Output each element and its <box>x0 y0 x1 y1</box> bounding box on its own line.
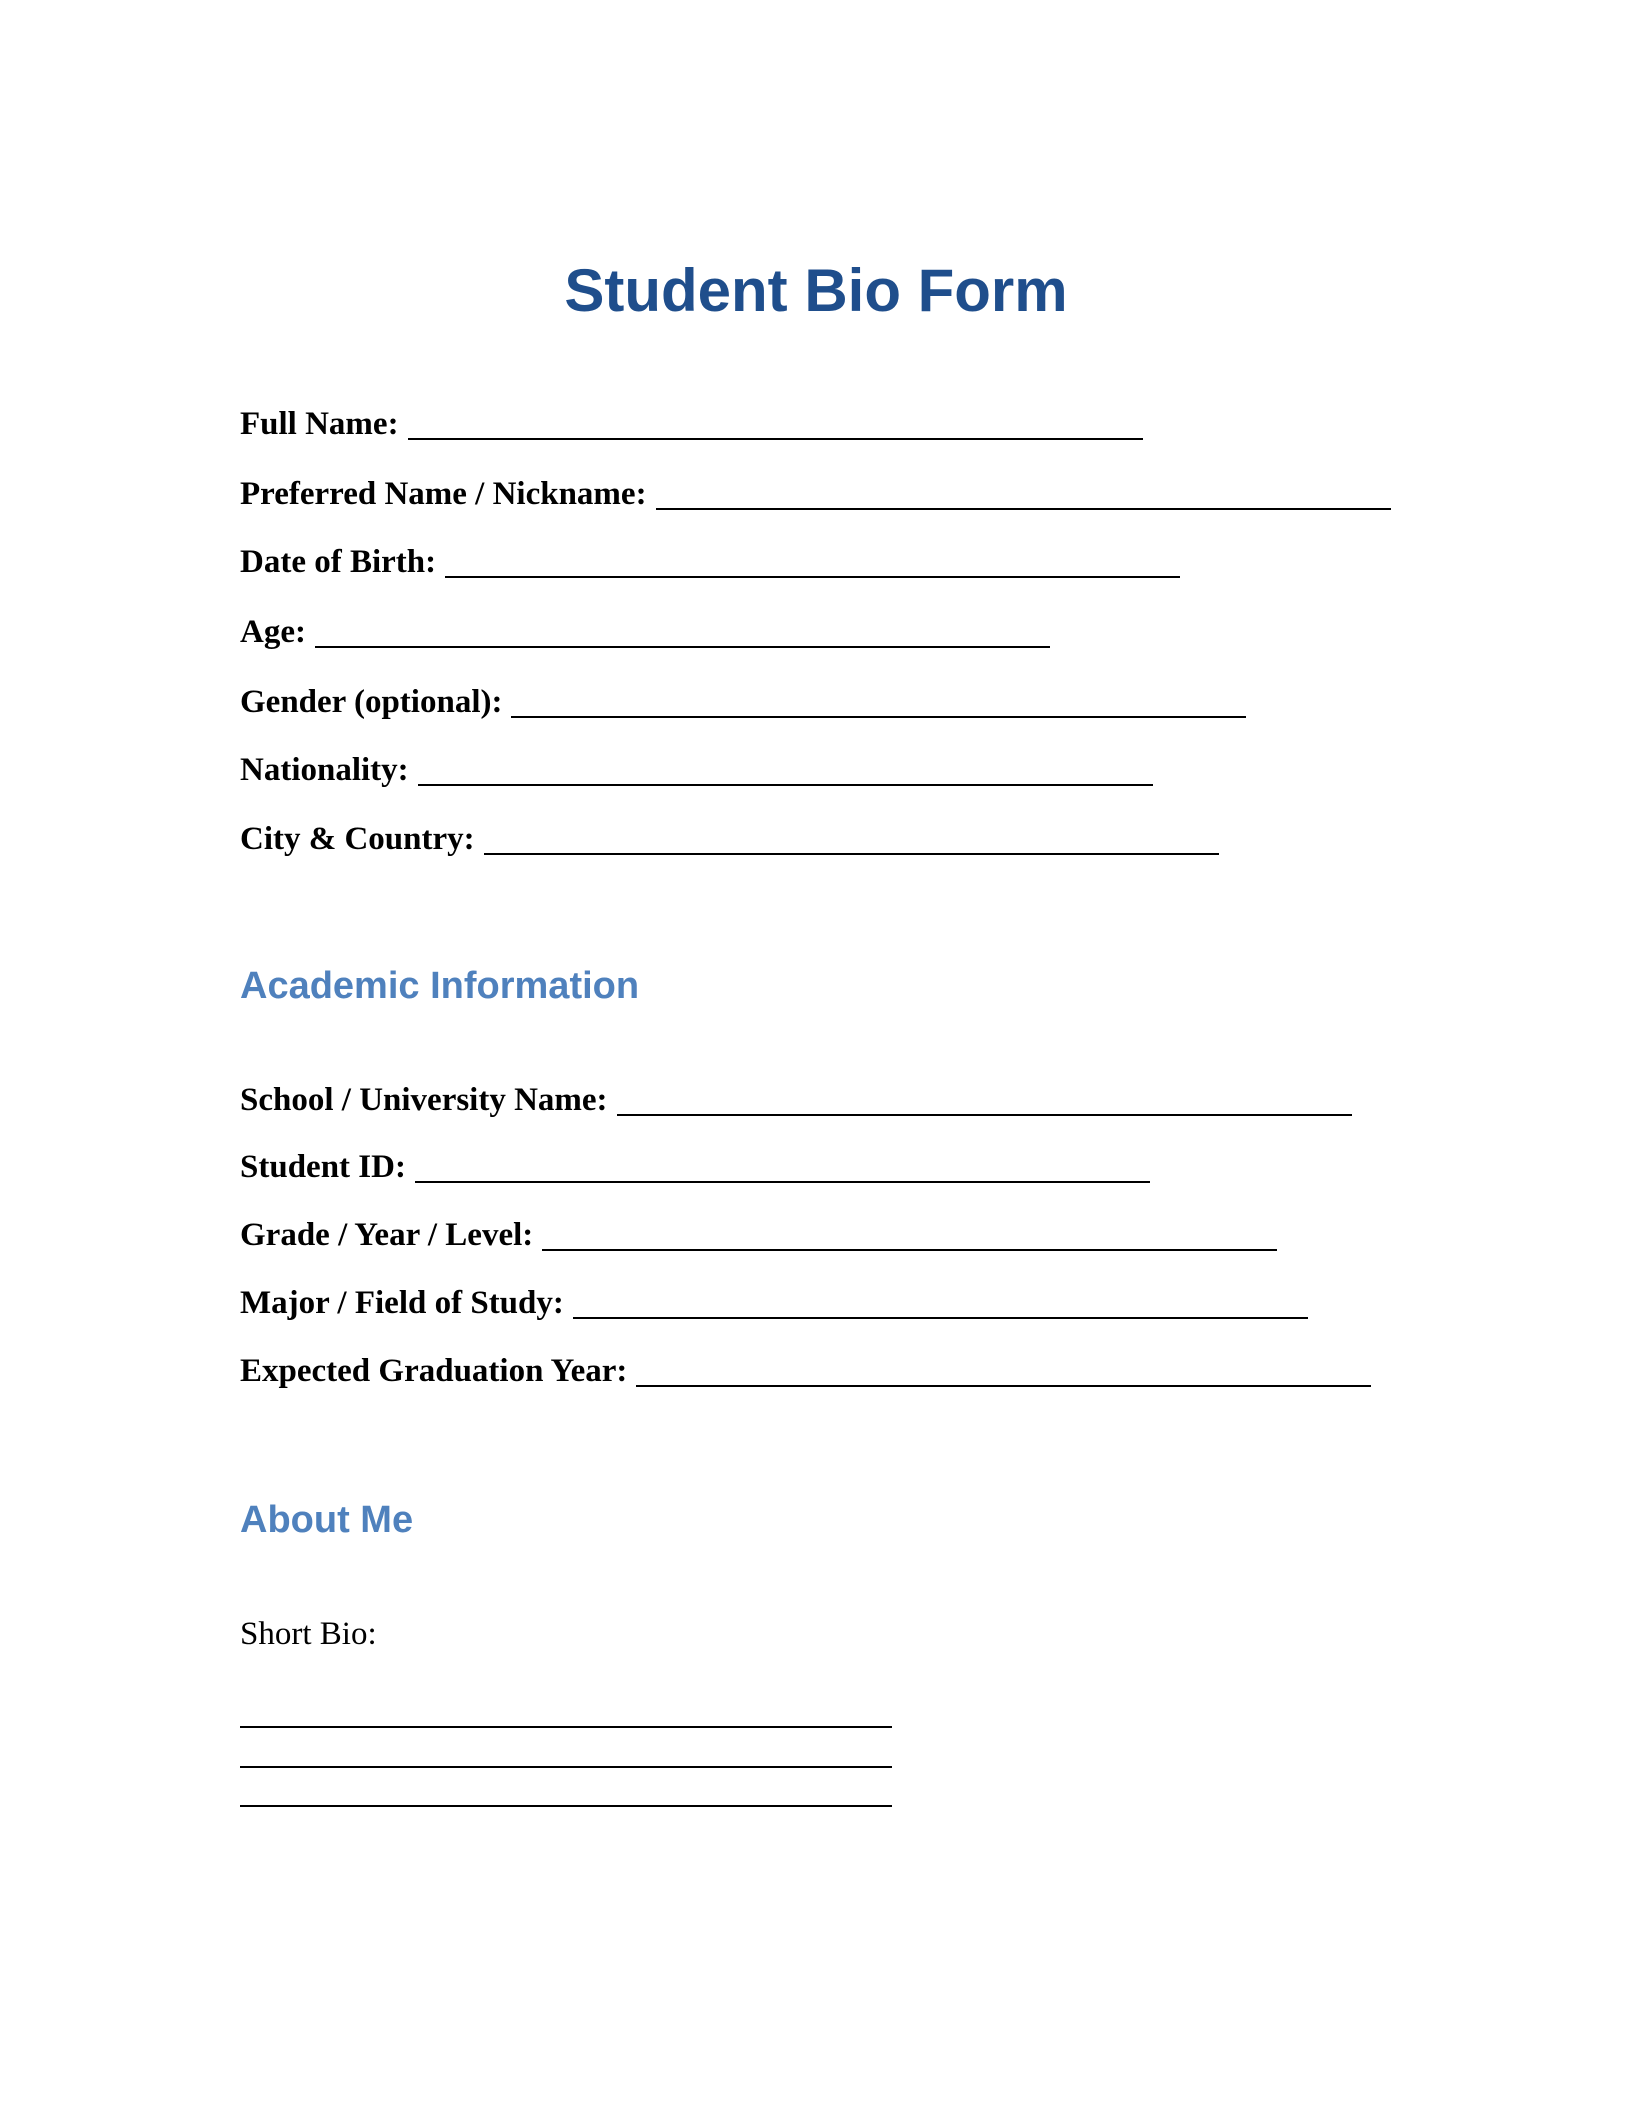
field-date-of-birth <box>240 540 1180 584</box>
preferred-name-input-line[interactable] <box>656 508 1391 510</box>
field-gender <box>240 680 1246 724</box>
short-bio-label: Short Bio: <box>240 1616 377 1652</box>
student-id-input-line[interactable] <box>415 1181 1150 1183</box>
bio-input-line-1[interactable] <box>240 1726 892 1728</box>
major-input-line[interactable] <box>573 1317 1308 1319</box>
age-input-line[interactable] <box>315 646 1050 648</box>
school-name-input-line[interactable] <box>617 1114 1352 1116</box>
field-preferred-name <box>240 472 1391 516</box>
field-student-id <box>240 1145 1150 1189</box>
gender-input-line[interactable] <box>511 716 1246 718</box>
field-major <box>240 1281 1308 1325</box>
field-label: City & Country: <box>240 821 475 857</box>
field-school-name <box>240 1078 1352 1122</box>
grade-level-input-line[interactable] <box>542 1249 1277 1251</box>
full-name-input-line[interactable] <box>408 438 1143 440</box>
field-full-name <box>240 402 1143 446</box>
field-label: Full Name: <box>240 406 399 442</box>
section-heading-about-me: About Me <box>240 1499 414 1541</box>
field-label: Expected Graduation Year: <box>240 1353 628 1389</box>
field-label: Student ID: <box>240 1149 406 1185</box>
field-label: Grade / Year / Level: <box>240 1217 534 1253</box>
field-label: Date of Birth: <box>240 544 437 580</box>
field-nationality <box>240 748 1153 792</box>
field-label: Major / Field of Study: <box>240 1285 564 1321</box>
field-label: Nationality: <box>240 752 409 788</box>
graduation-year-input-line[interactable] <box>636 1385 1371 1387</box>
bio-input-line-2[interactable] <box>240 1766 892 1768</box>
date-of-birth-input-line[interactable] <box>445 576 1180 578</box>
field-label: Gender (optional): <box>240 684 503 720</box>
field-grade-level <box>240 1213 1277 1257</box>
field-graduation-year <box>240 1349 1371 1393</box>
bio-input-line-3[interactable] <box>240 1805 892 1807</box>
field-city-country <box>240 817 1219 861</box>
field-age <box>240 610 1050 654</box>
field-label: Age: <box>240 614 306 650</box>
nationality-input-line[interactable] <box>418 784 1153 786</box>
field-label: School / University Name: <box>240 1082 608 1118</box>
field-label: Preferred Name / Nickname: <box>240 476 647 512</box>
city-country-input-line[interactable] <box>484 853 1219 855</box>
page-title: Student Bio Form <box>564 257 1068 324</box>
section-heading-academic: Academic Information <box>240 965 640 1007</box>
